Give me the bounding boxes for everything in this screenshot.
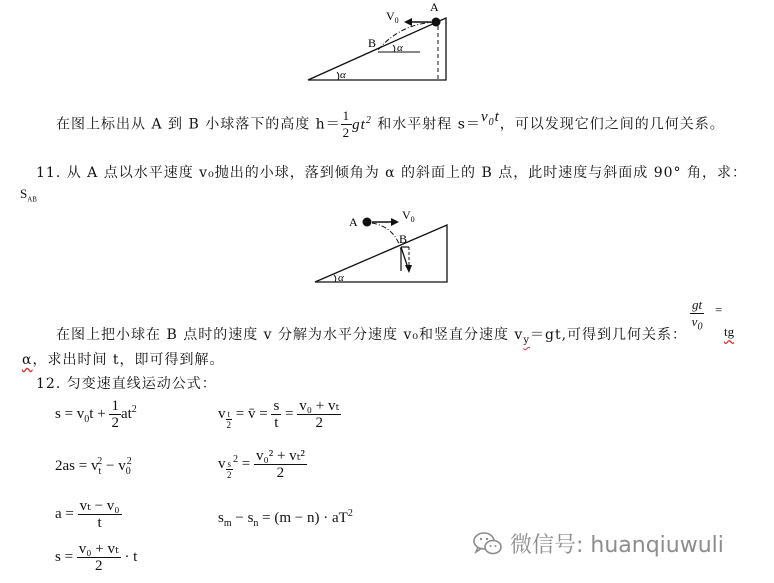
paragraph-decomposition: 在图上把小球在 B 点时的速度 v 分解为水平分速度 v₀和竖直分速度 $v_y=gt$,可得到几何关系： — [56, 327, 688, 346]
p1-gt2: $gt^2$ — [352, 114, 372, 133]
paragraph-height-range — [56, 108, 725, 141]
item-12-title: 12. 匀变速直线运动公式： — [36, 376, 217, 392]
ball-a-1 — [432, 18, 441, 27]
formula-acceleration: a = $\frac{\text{vₜ − v₀}}{t}$ — [55, 498, 120, 531]
formula-mid-time-velocity: v $\frac{t}{2}$ = v̄ = $\frac{s}{t}$ = $\frac{\text{v₀ + vₜ}}{2}$ — [218, 398, 340, 431]
formula-successive-difference: $s_m - s_n = (m - n) \cdot aT^2$ — [218, 508, 353, 529]
p1-pre: 在图上标出从 A 到 B 小球落下的高度 h＝ — [56, 116, 341, 133]
p2-eq: = — [715, 302, 723, 317]
label-alpha-1: α — [340, 69, 346, 81]
formula-average-displacement: s = $\frac{\text{v₀ + vₜ}}{2}$ · t — [55, 541, 138, 574]
p1-fraction — [341, 108, 353, 141]
incline-1-triangle — [308, 18, 446, 80]
p2-gt-over-v0 — [690, 297, 704, 336]
p2-alpha: α — [22, 352, 33, 368]
label-b-1: B — [368, 36, 377, 50]
label-b-2: B — [399, 232, 408, 246]
formula-displacement: $s = v_0t$ + $\frac{1}{2}$ $at^2$ — [55, 398, 137, 431]
label-v0-1: $V_0$ — [386, 9, 399, 25]
p1-mid: 和水平射程 s＝ — [377, 116, 481, 133]
wechat-icon — [472, 530, 504, 558]
p2-frac-den: $v_0$ — [691, 314, 703, 333]
p1-frac-den: 2 — [342, 125, 351, 140]
v0-arrowhead-2 — [391, 218, 399, 226]
label-v0-2: $V_0$ — [402, 208, 415, 224]
label-a-1: A — [430, 0, 439, 14]
formula-mid-position-velocity: v $\frac{s}{2}$ $^2$ = $\frac{\text{v₀² + vₜ²}}{2}$ — [218, 448, 305, 481]
alpha-arc-2 — [334, 275, 336, 282]
trajectory-2 — [372, 223, 401, 250]
label-alpha-2: α — [338, 272, 344, 284]
p2-vy-sub: y — [523, 334, 530, 346]
item-11-line: 11. 从 A 点以水平速度 v₀抛出的小球，落到倾角为 α 的斜面上的 B 点，此时速度与斜面成 90° 角，求： — [36, 165, 747, 181]
wechat-watermark — [472, 528, 724, 559]
formula-velocity-squared: $2as = v_t^2 - v_0^2$ — [55, 456, 132, 477]
diagram-incline-2 — [305, 205, 455, 290]
p1-post: ，可以发现它们之间的几何关系。 — [499, 116, 725, 133]
watermark-text: 微信号: huanqiuwuli — [510, 533, 724, 558]
diagram-incline-1 — [300, 0, 460, 88]
p1-frac-num: 1 — [342, 108, 351, 123]
alpha-arc-1b — [393, 45, 395, 52]
v0-arrowhead-1 — [404, 18, 412, 26]
p2-frac-num: gt — [692, 297, 703, 312]
p2-tg: tg — [724, 324, 735, 339]
p1-v0t: $v_0t$ — [480, 108, 500, 128]
ball-a-2 — [363, 218, 372, 227]
alpha-arc-1a — [337, 72, 339, 80]
item-11-sab: $S_{AB}$ — [20, 186, 37, 204]
label-alpha-1b: α — [397, 42, 403, 54]
paragraph-solve-time: α，求出时间 t，即可得到解。 — [22, 352, 225, 368]
velocity-arrowhead-2 — [405, 265, 412, 273]
incline-2-triangle — [315, 225, 447, 282]
label-a-2: A — [349, 215, 358, 229]
